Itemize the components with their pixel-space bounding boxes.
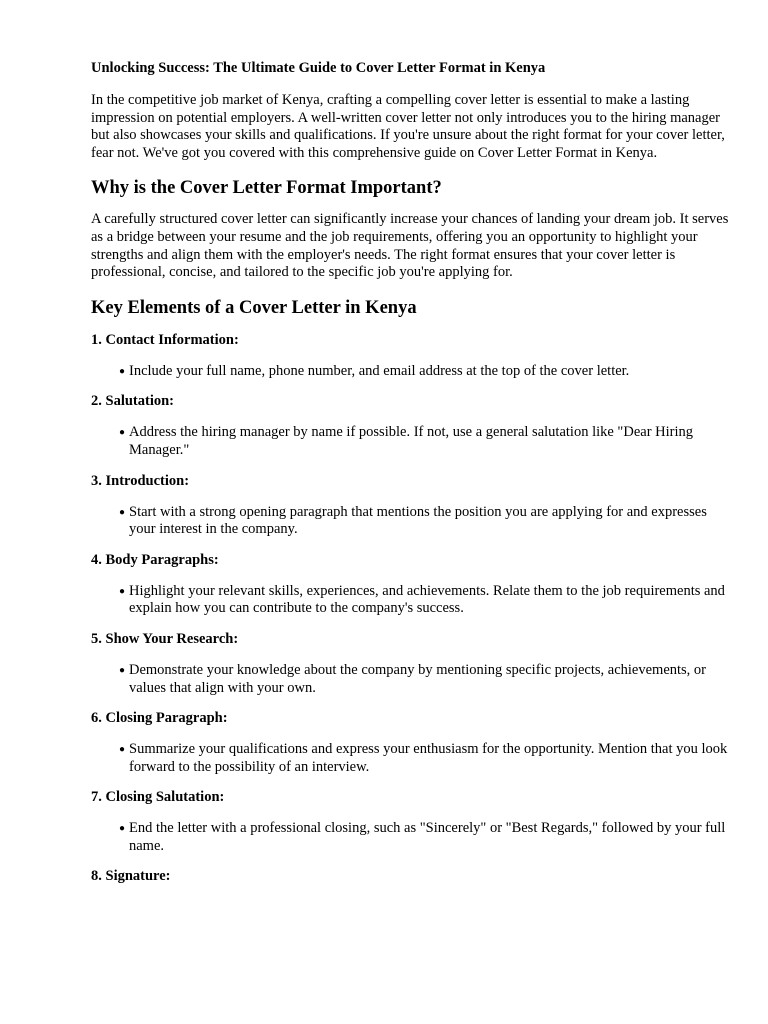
document-page (91, 58, 731, 899)
list-item-text: Demonstrate your knowledge about the company by mentioning specific projects, achievements, or values that align with your own. (129, 661, 707, 696)
bullet-list (91, 583, 731, 618)
section-heading-key-elements: Key Elements of a Cover Letter in Kenya (91, 297, 417, 318)
list-item (119, 741, 731, 776)
bullet-icon: ● (119, 427, 126, 439)
list-item (119, 424, 731, 459)
bullet-icon: ● (119, 823, 126, 835)
list-item-text: Summarize your qualifications and express your enthusiasm for the opportunity. Mention that you look forward to the possibility of an interview. (129, 741, 728, 775)
section-heading-importance: Why is the Cover Letter Format Important? (91, 178, 442, 199)
document-title: Unlocking Success: The Ultimate Guide to Cover Letter Format in Kenya (91, 60, 546, 76)
item-heading-closing-salutation: 7. Closing Salutation: (91, 789, 225, 806)
list-item-text: End the letter with a professional closing, such as "Sincerely" or "Best Regards," followed by your full name. (129, 820, 726, 854)
item-heading-closing-paragraph: 6. Closing Paragraph: (91, 710, 228, 727)
list-item (119, 582, 731, 618)
item-heading-salutation: 2. Salutation: (91, 393, 174, 410)
list-item (119, 362, 731, 381)
list-item (119, 503, 731, 539)
item-heading-show-your-research: 5. Show Your Research: (91, 630, 239, 647)
list-item-text: Start with a strong opening paragraph that mentions the position you are applying for and expresses your interest in the company. (129, 503, 707, 538)
bullet-list (91, 662, 731, 697)
bullet-icon: ● (119, 744, 126, 756)
list-item (119, 820, 731, 855)
list-item-text: Address the hiring manager by name if possible. If not, use a general salutation like "Dear Hiring Manager." (129, 424, 694, 458)
bullet-list (91, 820, 731, 855)
bullet-icon: ● (119, 365, 126, 377)
intro-paragraph: In the competitive job market of Kenya, crafting a compelling cover letter is essential to make a lasting impression on potential employers. A well-written cover letter not only introduces you to the hiring manager but also showcases your skills and qualifications. If you're unsure about the right format for your cover letter, fear not. We've got you covered with this comprehensive guide on Cover Letter Format in Kenya. (91, 92, 725, 161)
item-heading-introduction: 3. Introduction: (91, 472, 190, 489)
bullet-list (91, 363, 731, 381)
list-item (119, 661, 731, 697)
bullet-list (91, 741, 731, 776)
item-heading-contact-information: 1. Contact Information: (91, 331, 239, 348)
list-item-text: Include your full name, phone number, and email address at the top of the cover letter. (129, 362, 630, 379)
bullet-list (91, 504, 731, 539)
item-heading-signature: 8. Signature: (91, 868, 171, 885)
bullet-icon: ● (119, 506, 126, 518)
bullet-list (91, 424, 731, 459)
list-item-text: Highlight your relevant skills, experiences, and achievements. Relate them to the job requirements and explain how you can contribute to the company's success. (129, 582, 725, 617)
bullet-icon: ● (119, 664, 126, 676)
importance-paragraph: A carefully structured cover letter can significantly increase your chances of landing your dream job. It serves as a bridge between your resume and the job requirements, offering you an opportunity to highlight your strengths and align them with the employer's needs. The right format ensures that your cover letter is professional, concise, and tailored to the specific job you're applying for. (91, 211, 729, 281)
bullet-icon: ● (119, 585, 126, 597)
item-heading-body-paragraphs: 4. Body Paragraphs: (91, 551, 219, 568)
